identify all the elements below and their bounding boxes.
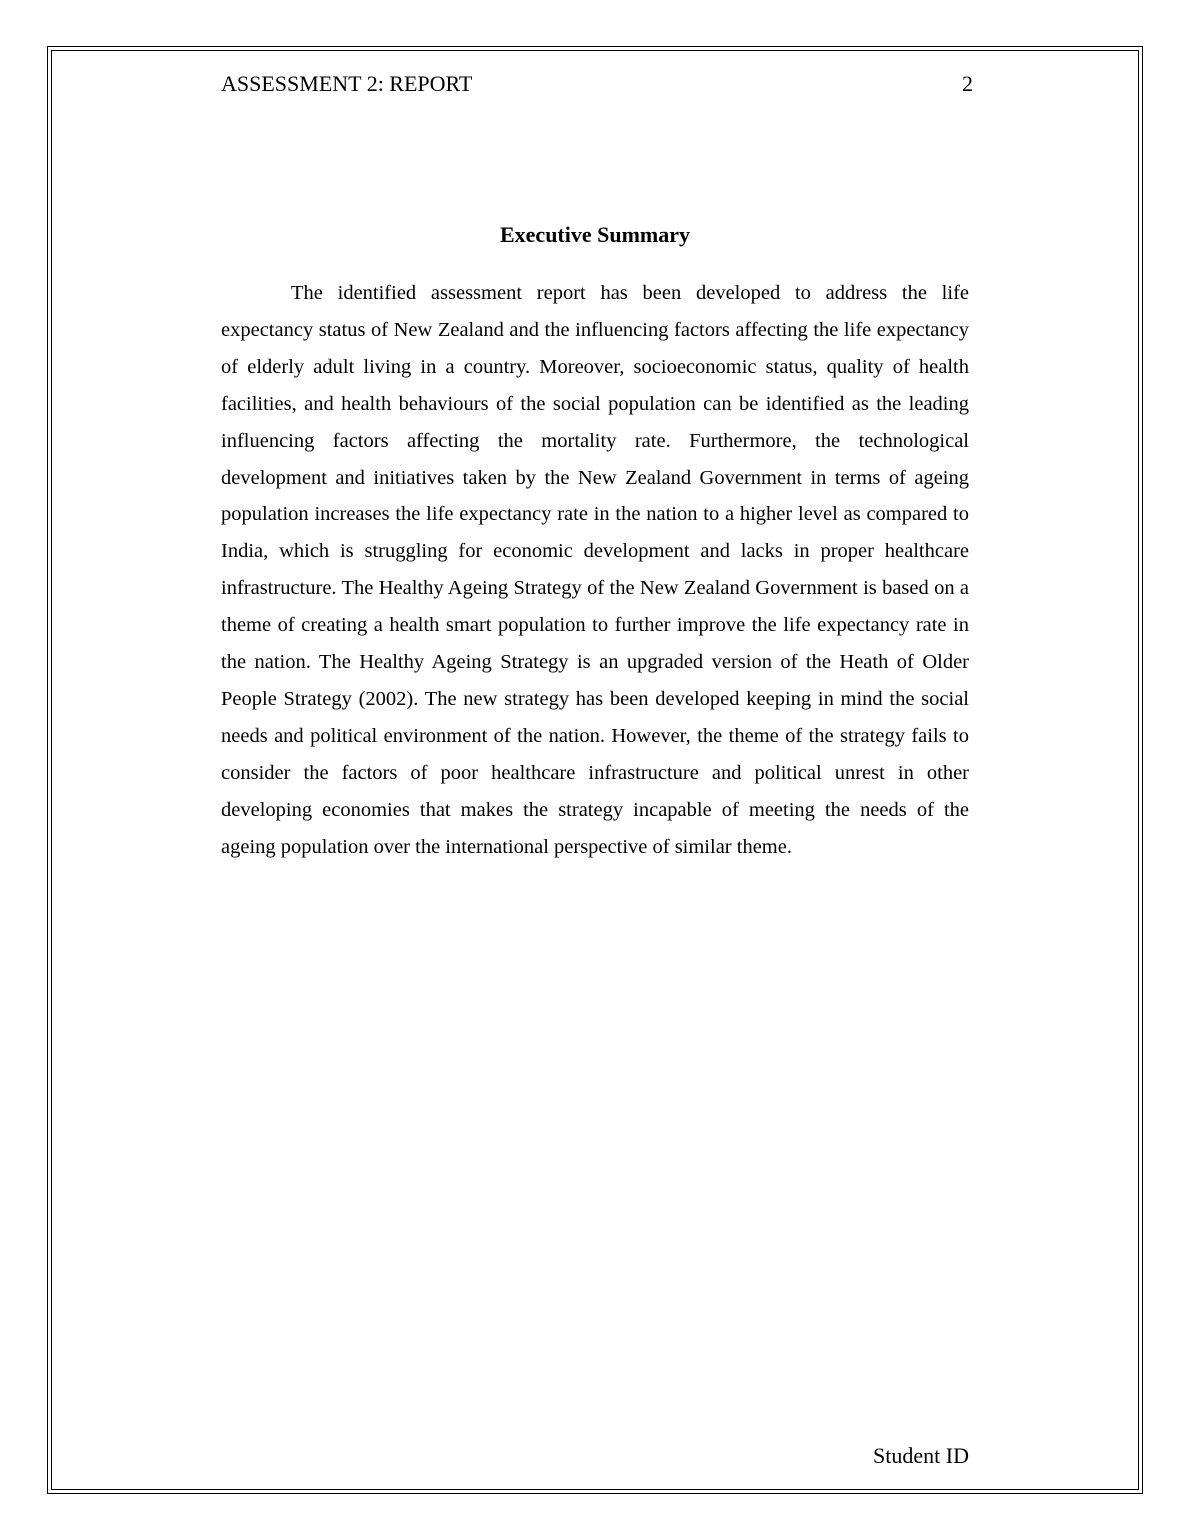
executive-summary-paragraph: The identified assessment report has been developed to address the life expectancy status of New Zealand and the influencing factors affecting the life expectancy of elderly adult living in a country. Moreover, socioeconomic status, quality of health facilities, and health behaviours of the social population can be identified as the leading influencing factors affecting the mortality rate. Furthermore, the technological development and initiatives taken by the New Zealand Government in terms of ageing population increases the life expectancy rate in the nation to a higher level as compared to India, which is struggling for economic development and lacks in proper healthcare infrastructure. The Healthy Ageing Strategy of the New Zealand Government is based on a theme of creating a health smart population to further improve the life expectancy rate in the nation. The Healthy Ageing Strategy is an upgraded version of the Heath of Older People Strategy (2002). The new strategy has been developed keeping in mind the social needs and political environment of the nation. However, the theme of the strategy fails to consider the factors of poor healthcare infrastructure and political unrest in other developing economies that makes the strategy incapable of meeting the needs of the ageing population over the international perspective of similar theme.	[221, 282, 969, 858]
page-number: 2	[962, 71, 973, 96]
header-title: ASSESSMENT 2: REPORT	[221, 71, 473, 96]
section-heading: Executive Summary	[499, 222, 691, 247]
footer-student-id: Student ID	[873, 1443, 969, 1468]
